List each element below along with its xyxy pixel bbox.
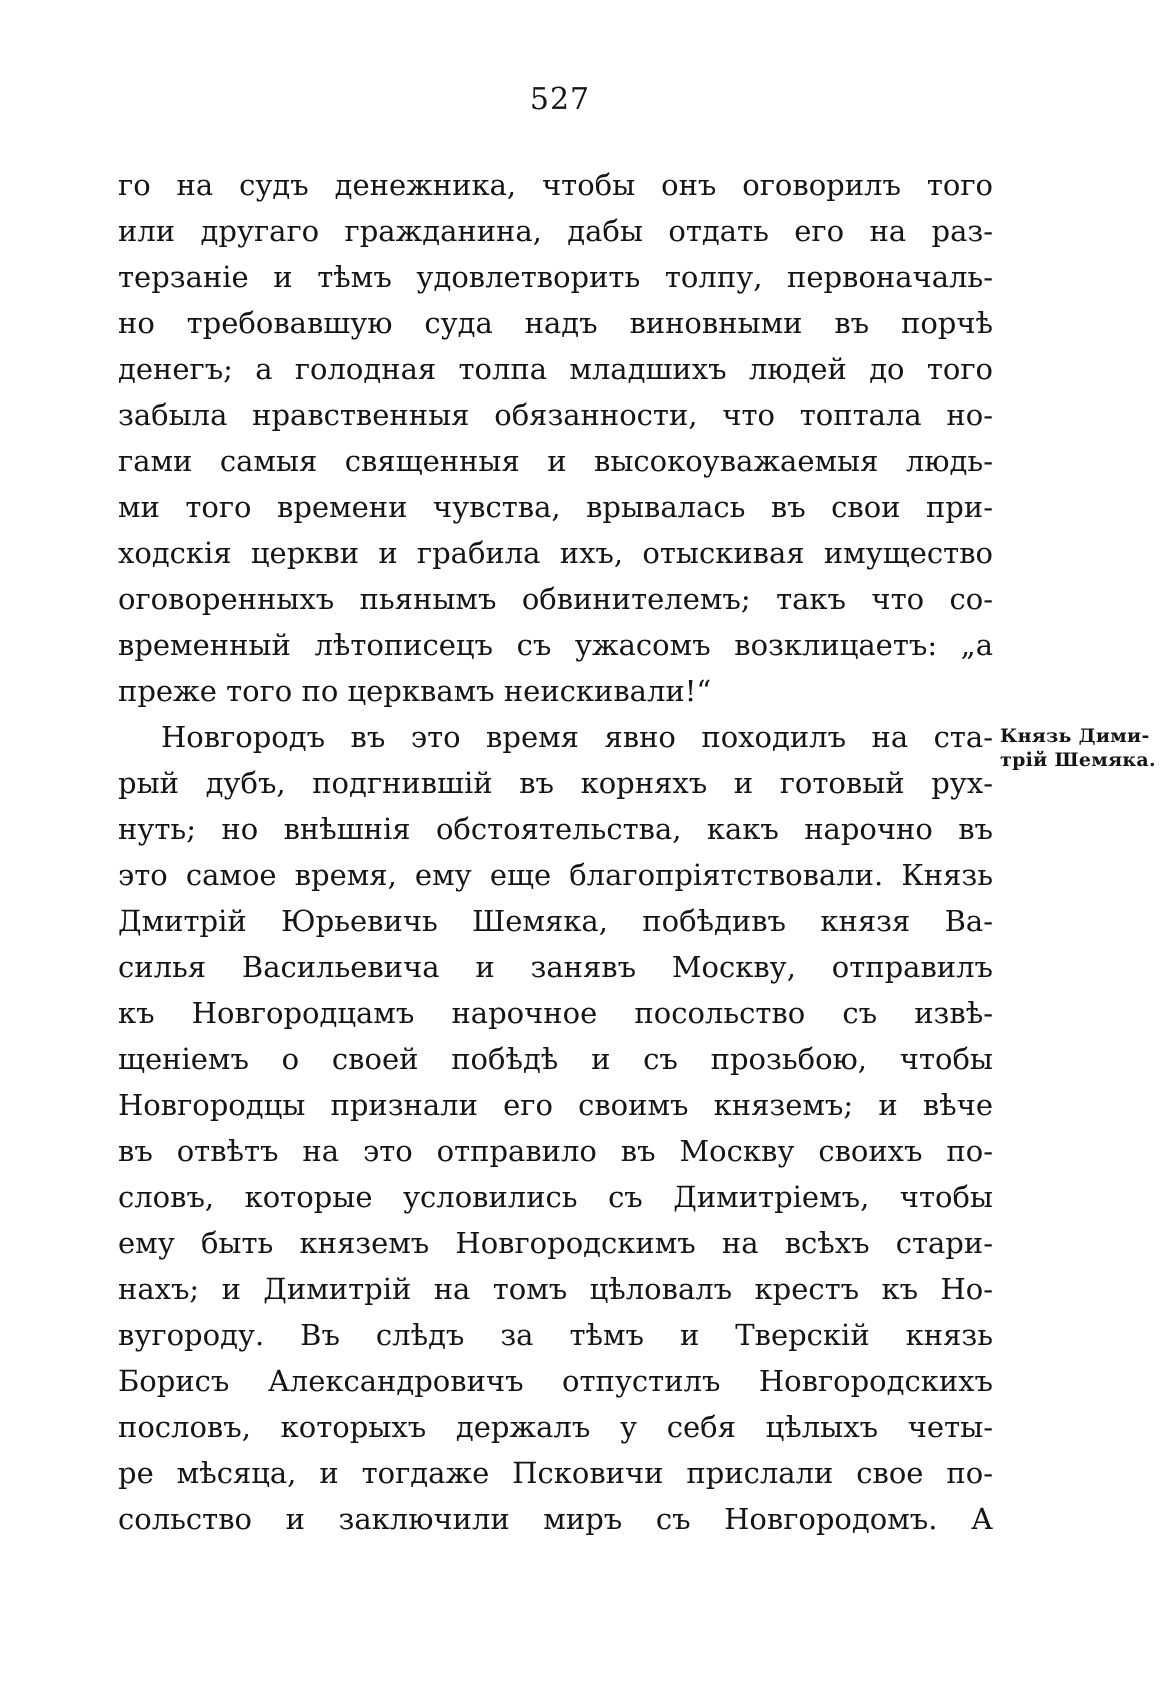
text-line: но требовавшую суда надъ виновными въ порчѣ [118,306,993,340]
text-line: Дмитрій Юрьевичь Шемяка, побѣдивъ князя Ва- [118,904,993,938]
text-line: щеніемъ о своей побѣдѣ и съ прозьбою, чтобы [118,1042,993,1076]
text-line: словъ, которые условились съ Димитріемъ, чтобы [118,1180,993,1214]
margin-note-line: Князь Дими- [1000,725,1150,747]
page-number: 527 [529,82,591,117]
text-line: ми того времени чувства, врывалась въ свои при- [118,490,993,524]
text-line: гами самыя священныя и высокоуважаемыя людь- [118,444,993,478]
text-line: денегъ; а голодная толпа младшихъ людей до того [118,352,993,386]
text-line: терзаніе и тѣмъ удовлетворить толпу, первоначаль- [118,260,993,294]
text-line: преже того по церквамъ неискивали!“ [118,674,712,708]
text-line: временный лѣтописецъ съ ужасомъ возклицаетъ: „а [118,628,993,662]
margin-note [1000,724,1161,772]
text-line: Борисъ Александровичъ отпустилъ Новгородскихъ [118,1364,993,1398]
text-line: къ Новгородцамъ нарочное посольство съ извѣ- [118,996,993,1030]
text-line: пословъ, которыхъ держалъ у себя цѣлыхъ четы- [118,1410,993,1444]
paragraph-start-line: Новгородъ въ это время явно походилъ на ста- [161,720,993,754]
text-line: ему быть княземъ Новгородскимъ на всѣхъ стари- [118,1226,993,1260]
text-line: рый дубъ, подгнившій въ корняхъ и готовый рух- [118,766,993,800]
text-line: въ отвѣтъ на это отправило въ Москву своихъ по- [118,1134,993,1168]
text-line: Новгородцы признали его своимъ княземъ; и вѣче [118,1088,993,1122]
text-line: ре мѣсяца, и тогдаже Псковичи прислали свое по- [118,1456,993,1490]
text-line: сольство и заключили миръ съ Новгородомъ. А [118,1502,993,1536]
text-line: вугороду. Въ слѣдъ за тѣмъ и Тверскій князь [118,1318,993,1352]
text-line: ходскія церкви и грабила ихъ, отыскивая имущество [118,536,993,570]
text-line: силья Васильевича и занявъ Москву, отправилъ [118,950,993,984]
text-line: нуть; но внѣшнія обстоятельства, какъ нарочно въ [118,812,993,846]
text-line: это самое время, ему еще благопріятствовали. Князь [118,858,993,892]
text-line: или другаго гражданина, дабы отдать его на раз- [118,214,993,248]
body-text [118,162,993,1542]
text-line: оговоренныхъ пьянымъ обвинителемъ; такъ что со- [118,582,993,616]
margin-note-line: трій Шемяка. [1000,749,1156,771]
text-line: забыла нравственныя обязанности, что топтала но- [118,398,993,432]
text-line: нахъ; и Димитрій на томъ цѣловалъ крестъ къ Но- [118,1272,993,1306]
text-line: го на судъ денежника, чтобы онъ оговорилъ того [118,168,993,202]
